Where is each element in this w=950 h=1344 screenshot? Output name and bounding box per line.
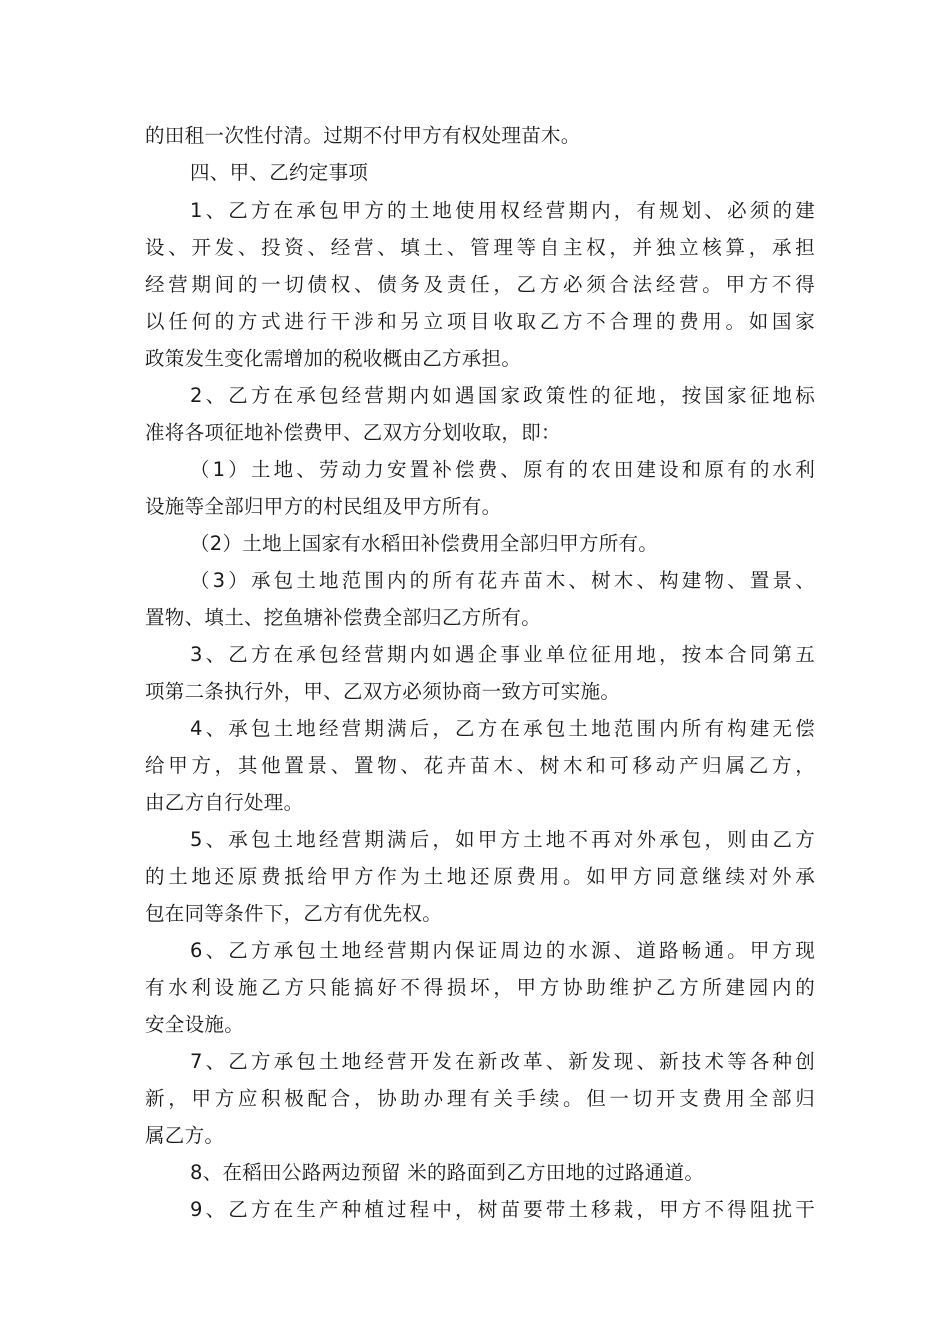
text-line-16: 项第二条执行外，甲、乙双方必须协商一致方可实施。 — [145, 680, 621, 703]
text-line-12: （2）土地上国家有水稻田补偿费用全部归甲方所有。 — [190, 532, 659, 555]
text-line-30: 9、乙方在生产种植过程中，树苗要带土移栽，甲方不得阻扰干 — [190, 1198, 815, 1221]
text-line-21: 的土地还原费抵给甲方作为土地还原费用。如甲方同意继续对外承 — [145, 865, 815, 888]
text-line-13: （3）承包土地范围内的所有花卉苗木、树木、构建物、置景、 — [190, 569, 815, 592]
text-line-26: 7、乙方承包土地经营开发在新改革、新发现、新技术等各种创 — [190, 1050, 815, 1073]
text-line-24: 有水利设施乙方只能搞好不得损坏，甲方协助维护乙方所建园内的 — [145, 976, 815, 999]
text-line-28: 属乙方。 — [145, 1124, 225, 1147]
text-line-25: 安全设施。 — [145, 1013, 245, 1036]
section-heading: 四、甲、乙约定事项 — [190, 161, 369, 184]
text-line-18: 给甲方，其他置景、置物、花卉苗木、树木和可移动产归属乙方， — [145, 754, 815, 777]
text-line-9: 准将各项征地补偿费甲、乙双方分划收取，即： — [145, 421, 561, 444]
text-line-6: 以任何的方式进行干涉和另立项目收取乙方不合理的费用。如国家 — [145, 310, 815, 333]
text-line-17: 4、承包土地经营期满后，乙方在承包土地范围内所有构建无偿 — [190, 717, 815, 740]
text-line-3: 1、乙方在承包甲方的土地使用权经营期内，有规划、必须的建 — [190, 199, 815, 222]
text-line-7: 政策发生变化需增加的税收概由乙方承担。 — [145, 347, 522, 370]
text-line-19: 由乙方自行处理。 — [145, 791, 304, 814]
text-line-29: 8、在稻田公路两边预留 米的路面到乙方田地的过路通道。 — [190, 1161, 705, 1184]
text-line-27: 新，甲方应积极配合，协助办理有关手续。但一切开支费用全部归 — [145, 1087, 815, 1110]
text-line-14: 置物、填土、挖鱼塘补偿费全部归乙方所有。 — [145, 606, 542, 629]
text-line-15: 3、乙方在承包经营期内如遇企事业单位征用地，按本合同第五 — [190, 643, 815, 666]
text-line-1: 的田租一次性付清。过期不付甲方有权处理苗木。 — [145, 124, 581, 147]
text-line-20: 5、承包土地经营期满后，如甲方土地不再对外承包，则由乙方 — [190, 828, 815, 851]
text-line-22: 包在同等条件下，乙方有优先权。 — [145, 902, 443, 925]
text-line-23: 6、乙方承包土地经营期内保证周边的水源、道路畅通。甲方现 — [190, 939, 815, 962]
text-line-10: （1）土地、劳动力安置补偿费、原有的农田建设和原有的水利 — [190, 458, 815, 481]
text-line-5: 经营期间的一切债权、债务及责任，乙方必须合法经营。甲方不得 — [145, 273, 815, 296]
text-line-4: 设、开发、投资、经营、填土、管理等自主权，并独立核算，承担 — [145, 236, 815, 259]
text-line-11: 设施等全部归甲方的村民组及甲方所有。 — [145, 495, 502, 518]
text-line-8: 2、乙方在承包经营期内如遇国家政策性的征地，按国家征地标 — [190, 384, 815, 407]
